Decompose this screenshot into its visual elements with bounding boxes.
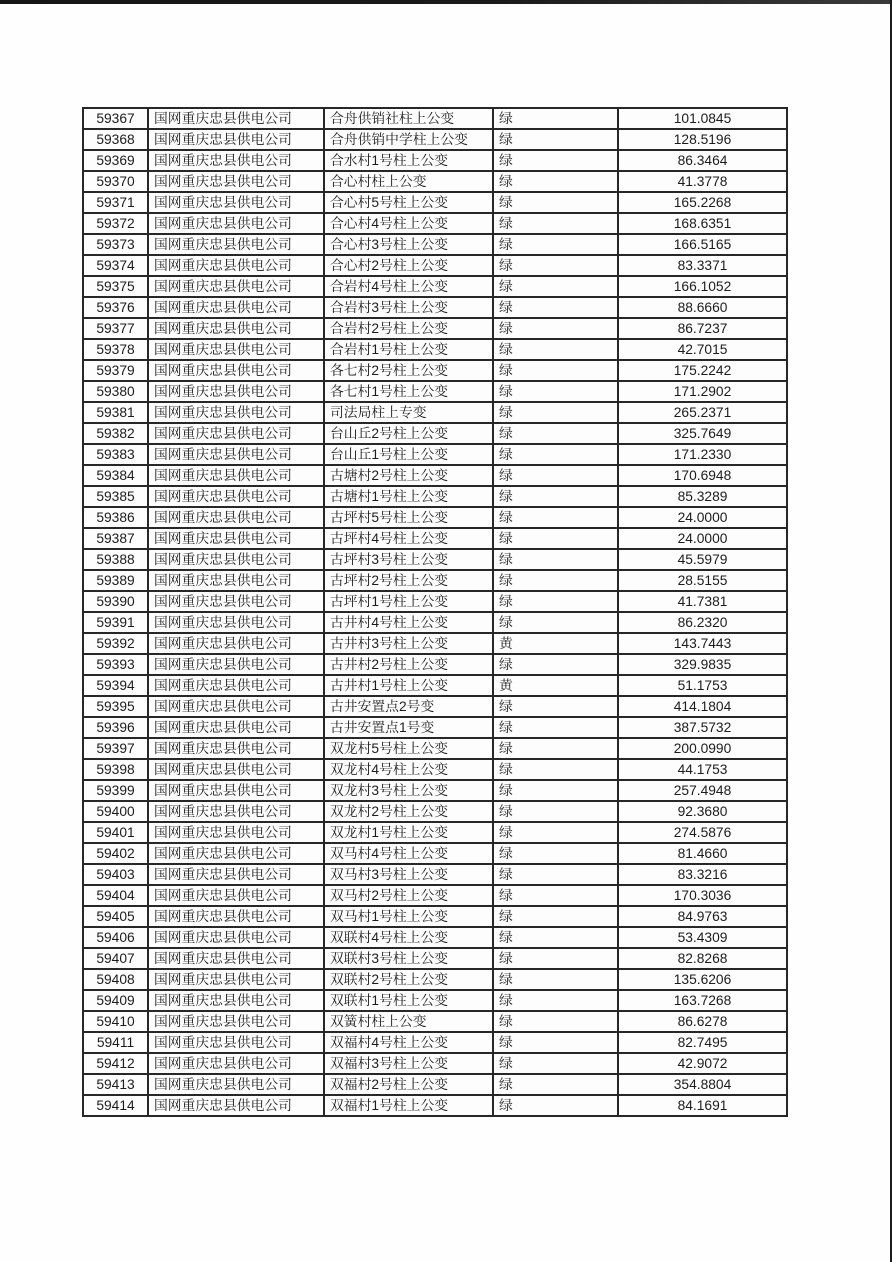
table-row [83, 1095, 787, 1116]
cell-value: 86.7237 [618, 318, 787, 339]
table-row [83, 276, 787, 297]
cell-name: 合水村1号柱上公变 [324, 150, 493, 171]
cell-value: 41.7381 [618, 591, 787, 612]
cell-value: 42.7015 [618, 339, 787, 360]
cell-value: 83.3371 [618, 255, 787, 276]
cell-name: 司法局柱上专变 [324, 402, 493, 423]
cell-id: 59395 [83, 696, 148, 717]
cell-value: 28.5155 [618, 570, 787, 591]
cell-id: 59387 [83, 528, 148, 549]
cell-status: 绿 [493, 780, 618, 801]
cell-id: 59396 [83, 717, 148, 738]
cell-status: 绿 [493, 297, 618, 318]
cell-status: 绿 [493, 171, 618, 192]
cell-status: 绿 [493, 528, 618, 549]
cell-id: 59411 [83, 1032, 148, 1053]
table-row [83, 507, 787, 528]
cell-company: 国网重庆忠县供电公司 [148, 1095, 324, 1116]
cell-value: 170.6948 [618, 465, 787, 486]
cell-id: 59389 [83, 570, 148, 591]
cell-value: 82.7495 [618, 1032, 787, 1053]
table-row [83, 402, 787, 423]
cell-value: 82.8268 [618, 948, 787, 969]
cell-id: 59409 [83, 990, 148, 1011]
cell-id: 59407 [83, 948, 148, 969]
cell-id: 59383 [83, 444, 148, 465]
cell-status: 绿 [493, 990, 618, 1011]
cell-id: 59401 [83, 822, 148, 843]
table-row [83, 885, 787, 906]
cell-company: 国网重庆忠县供电公司 [148, 948, 324, 969]
cell-name: 双马村4号柱上公变 [324, 843, 493, 864]
cell-status: 绿 [493, 255, 618, 276]
cell-name: 双龙村2号柱上公变 [324, 801, 493, 822]
cell-value: 165.2268 [618, 192, 787, 213]
cell-company: 国网重庆忠县供电公司 [148, 549, 324, 570]
cell-status: 绿 [493, 885, 618, 906]
cell-value: 24.0000 [618, 528, 787, 549]
table-row [83, 696, 787, 717]
cell-id: 59367 [83, 108, 148, 129]
cell-company: 国网重庆忠县供电公司 [148, 843, 324, 864]
cell-name: 双福村4号柱上公变 [324, 1032, 493, 1053]
table-row [83, 318, 787, 339]
cell-value: 265.2371 [618, 402, 787, 423]
cell-id: 59397 [83, 738, 148, 759]
cell-name: 合心村5号柱上公变 [324, 192, 493, 213]
cell-id: 59388 [83, 549, 148, 570]
cell-value: 200.0990 [618, 738, 787, 759]
cell-id: 59414 [83, 1095, 148, 1116]
cell-name: 合心村柱上公变 [324, 171, 493, 192]
cell-value: 329.9835 [618, 654, 787, 675]
cell-company: 国网重庆忠县供电公司 [148, 675, 324, 696]
cell-value: 24.0000 [618, 507, 787, 528]
cell-company: 国网重庆忠县供电公司 [148, 885, 324, 906]
cell-id: 59376 [83, 297, 148, 318]
table-row [83, 780, 787, 801]
cell-company: 国网重庆忠县供电公司 [148, 423, 324, 444]
cell-name: 台山丘2号柱上公变 [324, 423, 493, 444]
cell-company: 国网重庆忠县供电公司 [148, 213, 324, 234]
cell-value: 274.5876 [618, 822, 787, 843]
cell-company: 国网重庆忠县供电公司 [148, 528, 324, 549]
cell-value: 257.4948 [618, 780, 787, 801]
cell-value: 45.5979 [618, 549, 787, 570]
cell-value: 53.4309 [618, 927, 787, 948]
cell-value: 325.7649 [618, 423, 787, 444]
table-row [83, 675, 787, 696]
cell-status: 绿 [493, 822, 618, 843]
cell-status: 绿 [493, 654, 618, 675]
cell-id: 59371 [83, 192, 148, 213]
cell-name: 合岩村1号柱上公变 [324, 339, 493, 360]
table-row [83, 927, 787, 948]
table-row [83, 549, 787, 570]
cell-value: 175.2242 [618, 360, 787, 381]
cell-id: 59379 [83, 360, 148, 381]
cell-name: 合岩村4号柱上公变 [324, 276, 493, 297]
cell-company: 国网重庆忠县供电公司 [148, 339, 324, 360]
cell-value: 86.6278 [618, 1011, 787, 1032]
table-row [83, 129, 787, 150]
table-row [83, 339, 787, 360]
table-row [83, 843, 787, 864]
table-row [83, 150, 787, 171]
cell-id: 59374 [83, 255, 148, 276]
cell-name: 双福村2号柱上公变 [324, 1074, 493, 1095]
cell-name: 双联村3号柱上公变 [324, 948, 493, 969]
table-row [83, 570, 787, 591]
cell-company: 国网重庆忠县供电公司 [148, 318, 324, 339]
cell-company: 国网重庆忠县供电公司 [148, 108, 324, 129]
cell-name: 古井村2号柱上公变 [324, 654, 493, 675]
cell-status: 绿 [493, 738, 618, 759]
cell-value: 354.8804 [618, 1074, 787, 1095]
cell-value: 42.9072 [618, 1053, 787, 1074]
cell-id: 59391 [83, 612, 148, 633]
cell-company: 国网重庆忠县供电公司 [148, 1074, 324, 1095]
cell-company: 国网重庆忠县供电公司 [148, 1011, 324, 1032]
cell-status: 绿 [493, 1011, 618, 1032]
cell-id: 59393 [83, 654, 148, 675]
cell-id: 59369 [83, 150, 148, 171]
transformer-table [82, 107, 788, 1117]
cell-status: 绿 [493, 612, 618, 633]
cell-name: 双龙村5号柱上公变 [324, 738, 493, 759]
cell-value: 44.1753 [618, 759, 787, 780]
cell-id: 59381 [83, 402, 148, 423]
table-row [83, 171, 787, 192]
cell-id: 59398 [83, 759, 148, 780]
cell-name: 双龙村3号柱上公变 [324, 780, 493, 801]
cell-name: 台山丘1号柱上公变 [324, 444, 493, 465]
cell-company: 国网重庆忠县供电公司 [148, 612, 324, 633]
cell-company: 国网重庆忠县供电公司 [148, 864, 324, 885]
cell-company: 国网重庆忠县供电公司 [148, 486, 324, 507]
cell-id: 59405 [83, 906, 148, 927]
cell-name: 双福村3号柱上公变 [324, 1053, 493, 1074]
cell-id: 59370 [83, 171, 148, 192]
cell-id: 59413 [83, 1074, 148, 1095]
cell-company: 国网重庆忠县供电公司 [148, 381, 324, 402]
table-row [83, 1032, 787, 1053]
table-row [83, 423, 787, 444]
cell-company: 国网重庆忠县供电公司 [148, 969, 324, 990]
cell-status: 绿 [493, 759, 618, 780]
cell-status: 绿 [493, 423, 618, 444]
cell-status: 绿 [493, 108, 618, 129]
table-row [83, 612, 787, 633]
cell-company: 国网重庆忠县供电公司 [148, 570, 324, 591]
cell-name: 古坪村3号柱上公变 [324, 549, 493, 570]
cell-status: 绿 [493, 339, 618, 360]
table-row [83, 801, 787, 822]
cell-name: 古坪村1号柱上公变 [324, 591, 493, 612]
cell-company: 国网重庆忠县供电公司 [148, 990, 324, 1011]
cell-company: 国网重庆忠县供电公司 [148, 192, 324, 213]
cell-status: 黄 [493, 675, 618, 696]
cell-status: 绿 [493, 843, 618, 864]
cell-id: 59377 [83, 318, 148, 339]
cell-name: 各七村1号柱上公变 [324, 381, 493, 402]
cell-value: 171.2330 [618, 444, 787, 465]
cell-company: 国网重庆忠县供电公司 [148, 171, 324, 192]
cell-company: 国网重庆忠县供电公司 [148, 465, 324, 486]
cell-value: 81.4660 [618, 843, 787, 864]
cell-company: 国网重庆忠县供电公司 [148, 276, 324, 297]
cell-value: 171.2902 [618, 381, 787, 402]
cell-status: 绿 [493, 570, 618, 591]
table-row [83, 759, 787, 780]
cell-name: 古井安置点1号变 [324, 717, 493, 738]
cell-value: 135.6206 [618, 969, 787, 990]
cell-company: 国网重庆忠县供电公司 [148, 444, 324, 465]
cell-name: 合舟供销社柱上公变 [324, 108, 493, 129]
cell-id: 59406 [83, 927, 148, 948]
cell-value: 88.6660 [618, 297, 787, 318]
cell-status: 绿 [493, 1053, 618, 1074]
cell-id: 59400 [83, 801, 148, 822]
cell-id: 59375 [83, 276, 148, 297]
cell-status: 绿 [493, 360, 618, 381]
cell-id: 59385 [83, 486, 148, 507]
cell-value: 101.0845 [618, 108, 787, 129]
table-row [83, 381, 787, 402]
cell-status: 绿 [493, 234, 618, 255]
cell-company: 国网重庆忠县供电公司 [148, 717, 324, 738]
cell-company: 国网重庆忠县供电公司 [148, 906, 324, 927]
cell-name: 合岩村3号柱上公变 [324, 297, 493, 318]
cell-id: 59372 [83, 213, 148, 234]
cell-status: 黄 [493, 633, 618, 654]
cell-name: 古坪村2号柱上公变 [324, 570, 493, 591]
cell-status: 绿 [493, 507, 618, 528]
cell-company: 国网重庆忠县供电公司 [148, 927, 324, 948]
cell-id: 59390 [83, 591, 148, 612]
cell-name: 合心村4号柱上公变 [324, 213, 493, 234]
cell-value: 166.1052 [618, 276, 787, 297]
cell-value: 83.3216 [618, 864, 787, 885]
table-body [83, 108, 787, 1116]
table-row [83, 1011, 787, 1032]
cell-company: 国网重庆忠县供电公司 [148, 696, 324, 717]
table-row [83, 192, 787, 213]
cell-value: 414.1804 [618, 696, 787, 717]
cell-status: 绿 [493, 969, 618, 990]
cell-value: 128.5196 [618, 129, 787, 150]
cell-value: 387.5732 [618, 717, 787, 738]
cell-value: 86.2320 [618, 612, 787, 633]
table-row [83, 906, 787, 927]
cell-id: 59378 [83, 339, 148, 360]
cell-company: 国网重庆忠县供电公司 [148, 360, 324, 381]
table-row [83, 234, 787, 255]
cell-id: 59404 [83, 885, 148, 906]
table-row [83, 717, 787, 738]
cell-name: 双联村2号柱上公变 [324, 969, 493, 990]
cell-id: 59384 [83, 465, 148, 486]
cell-status: 绿 [493, 717, 618, 738]
cell-company: 国网重庆忠县供电公司 [148, 801, 324, 822]
cell-status: 绿 [493, 150, 618, 171]
cell-status: 绿 [493, 549, 618, 570]
cell-company: 国网重庆忠县供电公司 [148, 780, 324, 801]
cell-company: 国网重庆忠县供电公司 [148, 234, 324, 255]
cell-status: 绿 [493, 864, 618, 885]
cell-name: 古井村3号柱上公变 [324, 633, 493, 654]
cell-value: 170.3036 [618, 885, 787, 906]
cell-id: 59382 [83, 423, 148, 444]
cell-company: 国网重庆忠县供电公司 [148, 1053, 324, 1074]
cell-id: 59412 [83, 1053, 148, 1074]
cell-name: 古井村4号柱上公变 [324, 612, 493, 633]
cell-id: 59410 [83, 1011, 148, 1032]
cell-company: 国网重庆忠县供电公司 [148, 633, 324, 654]
page-top-edge [0, 0, 892, 4]
cell-value: 168.6351 [618, 213, 787, 234]
cell-name: 古塘村1号柱上公变 [324, 486, 493, 507]
table-row [83, 1053, 787, 1074]
cell-company: 国网重庆忠县供电公司 [148, 654, 324, 675]
cell-name: 双马村3号柱上公变 [324, 864, 493, 885]
cell-company: 国网重庆忠县供电公司 [148, 822, 324, 843]
table-row [83, 864, 787, 885]
table-row [83, 297, 787, 318]
table-row [83, 255, 787, 276]
table-row [83, 213, 787, 234]
cell-company: 国网重庆忠县供电公司 [148, 129, 324, 150]
cell-company: 国网重庆忠县供电公司 [148, 738, 324, 759]
cell-value: 84.9763 [618, 906, 787, 927]
cell-status: 绿 [493, 591, 618, 612]
cell-status: 绿 [493, 213, 618, 234]
cell-status: 绿 [493, 927, 618, 948]
cell-status: 绿 [493, 192, 618, 213]
cell-status: 绿 [493, 1032, 618, 1053]
cell-name: 古坪村4号柱上公变 [324, 528, 493, 549]
table-row [83, 444, 787, 465]
cell-value: 143.7443 [618, 633, 787, 654]
cell-name: 双福村1号柱上公变 [324, 1095, 493, 1116]
table-row [83, 948, 787, 969]
cell-value: 163.7268 [618, 990, 787, 1011]
cell-company: 国网重庆忠县供电公司 [148, 150, 324, 171]
cell-name: 双联村4号柱上公变 [324, 927, 493, 948]
table-row [83, 969, 787, 990]
cell-value: 41.3778 [618, 171, 787, 192]
table-row [83, 591, 787, 612]
cell-value: 86.3464 [618, 150, 787, 171]
cell-name: 合舟供销中学柱上公变 [324, 129, 493, 150]
table-row [83, 528, 787, 549]
table-row [83, 1074, 787, 1095]
table-row [83, 738, 787, 759]
cell-name: 双联村1号柱上公变 [324, 990, 493, 1011]
table-row [83, 990, 787, 1011]
cell-name: 双马村2号柱上公变 [324, 885, 493, 906]
cell-company: 国网重庆忠县供电公司 [148, 591, 324, 612]
cell-name: 古坪村5号柱上公变 [324, 507, 493, 528]
table-row [83, 633, 787, 654]
cell-company: 国网重庆忠县供电公司 [148, 402, 324, 423]
cell-name: 合岩村2号柱上公变 [324, 318, 493, 339]
table-row [83, 108, 787, 129]
cell-name: 双龙村1号柱上公变 [324, 822, 493, 843]
cell-company: 国网重庆忠县供电公司 [148, 255, 324, 276]
cell-name: 双簧村柱上公变 [324, 1011, 493, 1032]
table-row [83, 822, 787, 843]
cell-status: 绿 [493, 1095, 618, 1116]
cell-id: 59373 [83, 234, 148, 255]
cell-company: 国网重庆忠县供电公司 [148, 759, 324, 780]
cell-status: 绿 [493, 948, 618, 969]
cell-id: 59380 [83, 381, 148, 402]
cell-name: 各七村2号柱上公变 [324, 360, 493, 381]
cell-value: 92.3680 [618, 801, 787, 822]
cell-status: 绿 [493, 465, 618, 486]
cell-status: 绿 [493, 381, 618, 402]
cell-value: 84.1691 [618, 1095, 787, 1116]
table-row [83, 486, 787, 507]
cell-id: 59403 [83, 864, 148, 885]
cell-id: 59368 [83, 129, 148, 150]
table-row [83, 465, 787, 486]
cell-id: 59394 [83, 675, 148, 696]
cell-status: 绿 [493, 696, 618, 717]
cell-value: 51.1753 [618, 675, 787, 696]
table-row [83, 360, 787, 381]
cell-status: 绿 [493, 1074, 618, 1095]
cell-status: 绿 [493, 318, 618, 339]
table-row [83, 654, 787, 675]
cell-name: 合心村2号柱上公变 [324, 255, 493, 276]
cell-status: 绿 [493, 801, 618, 822]
cell-name: 双马村1号柱上公变 [324, 906, 493, 927]
cell-id: 59402 [83, 843, 148, 864]
cell-name: 古井安置点2号变 [324, 696, 493, 717]
cell-value: 166.5165 [618, 234, 787, 255]
cell-value: 85.3289 [618, 486, 787, 507]
cell-id: 59408 [83, 969, 148, 990]
cell-status: 绿 [493, 444, 618, 465]
cell-name: 古井村1号柱上公变 [324, 675, 493, 696]
cell-company: 国网重庆忠县供电公司 [148, 507, 324, 528]
cell-status: 绿 [493, 486, 618, 507]
cell-name: 古塘村2号柱上公变 [324, 465, 493, 486]
cell-name: 双龙村4号柱上公变 [324, 759, 493, 780]
cell-status: 绿 [493, 906, 618, 927]
cell-company: 国网重庆忠县供电公司 [148, 1032, 324, 1053]
cell-status: 绿 [493, 129, 618, 150]
cell-status: 绿 [493, 402, 618, 423]
cell-id: 59392 [83, 633, 148, 654]
cell-status: 绿 [493, 276, 618, 297]
cell-id: 59399 [83, 780, 148, 801]
cell-company: 国网重庆忠县供电公司 [148, 297, 324, 318]
cell-id: 59386 [83, 507, 148, 528]
cell-name: 合心村3号柱上公变 [324, 234, 493, 255]
